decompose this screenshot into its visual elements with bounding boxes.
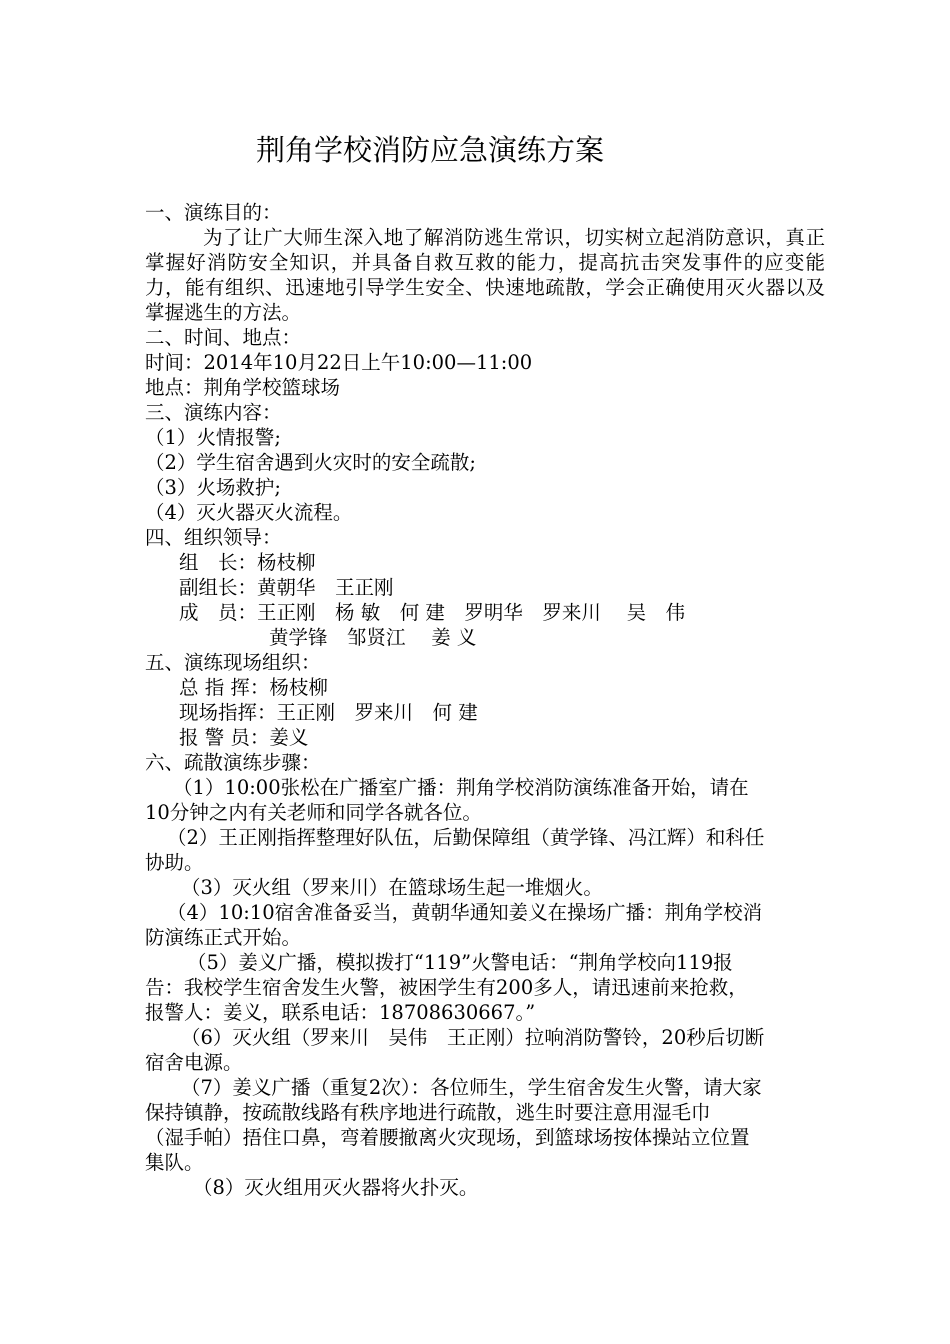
step-7-continued: （湿手帕）捂住口鼻，弯着腰撤离火灾现场，到篮球场按体操站立位置	[145, 1126, 750, 1149]
section-heading-content: 三、演练内容：	[145, 401, 282, 424]
purpose-paragraph: 为了让广大师生深入地了解消防逃生常识，切实树立起消防意识，真正掌握好消防安全知识，并具备自救互救的能力，提高抗击突发事件的应变能力，能有组织、迅速地引导学生安全、快速地疏散，学会正确使用灭火器以及掌握逃生的方法。	[145, 226, 825, 324]
section-heading-evacuation-steps: 六、疏散演练步骤：	[145, 751, 321, 774]
site-commander-line: 现场指挥：王正刚 罗来川 何 建	[179, 701, 478, 724]
step-8: （8）灭火组用灭火器将火扑灭。	[193, 1176, 479, 1199]
time-line: 时间：2014年10月22日上午10:00—11:00	[145, 351, 533, 374]
commander-line: 总 指 挥：杨枝柳	[179, 676, 328, 699]
content-item: （3）火场救护;	[145, 476, 281, 499]
step-3: （3）灭火组（罗来川）在篮球场生起一堆烟火。	[181, 876, 603, 899]
leader-line: 组 长：杨枝柳	[179, 551, 316, 574]
step-6-continued: 宿舍电源。	[145, 1051, 243, 1074]
members-line: 成 员：王正刚 杨 敏 何 建 罗明华 罗来川 吴 伟	[179, 601, 686, 624]
step-4-continued: 防演练正式开始。	[145, 926, 302, 949]
step-5-continued: 报警人：姜义，联系电话：18708630667。”	[145, 1001, 536, 1024]
step-7-continued: 保持镇静，按疏散线路有秩序地进行疏散，逃生时要注意用湿毛巾	[145, 1101, 711, 1124]
place-line: 地点：荆角学校篮球场	[145, 376, 341, 399]
step-7: （7）姜义广播（重复2次）：各位师生，学生宿舍发生火警，请大家	[181, 1076, 762, 1099]
section-heading-site-organization: 五、演练现场组织：	[145, 651, 321, 674]
step-5-continued: 告：我校学生宿舍发生火警，被困学生有200多人，请迅速前来抢救，	[145, 976, 748, 999]
content-item: （1）火情报警;	[145, 426, 281, 449]
step-5: （5）姜义广播，模拟拨打“119”火警电话：“荆角学校向119报	[187, 951, 733, 974]
content-item: （4）灭火器灭火流程。	[145, 501, 353, 524]
step-6: （6）灭火组（罗来川 吴伟 王正刚）拉响消防警铃，20秒后切断	[181, 1026, 765, 1049]
document-title: 荆角学校消防应急演练方案	[255, 133, 604, 167]
members-line-continued: 黄学锋 邹贤江 姜 义	[269, 626, 477, 649]
alarm-person-line: 报 警 员：姜义	[179, 726, 309, 749]
step-1: （1）10:00张松在广播室广播：荆角学校消防演练准备开始，请在	[173, 776, 749, 799]
step-1-continued: 10分钟之内有关老师和同学各就各位。	[145, 801, 482, 824]
section-heading-purpose: 一、演练目的：	[145, 201, 282, 224]
step-2: （2）王正刚指挥整理好队伍，后勤保障组（黄学锋、冯江辉）和科任	[167, 826, 765, 849]
step-2-continued: 协助。	[145, 851, 204, 874]
deputy-line: 副组长：黄朝华 王正刚	[179, 576, 394, 599]
step-4: （4）10:10宿舍准备妥当，黄朝华通知姜义在操场广播：荆角学校消	[167, 901, 763, 924]
content-item: （2）学生宿舍遇到火灾时的安全疏散;	[145, 451, 476, 474]
document-body	[145, 200, 825, 1200]
section-heading-leadership: 四、组织领导：	[145, 526, 282, 549]
section-heading-time-place: 二、时间、地点：	[145, 326, 302, 349]
step-7-continued: 集队。	[145, 1151, 204, 1174]
